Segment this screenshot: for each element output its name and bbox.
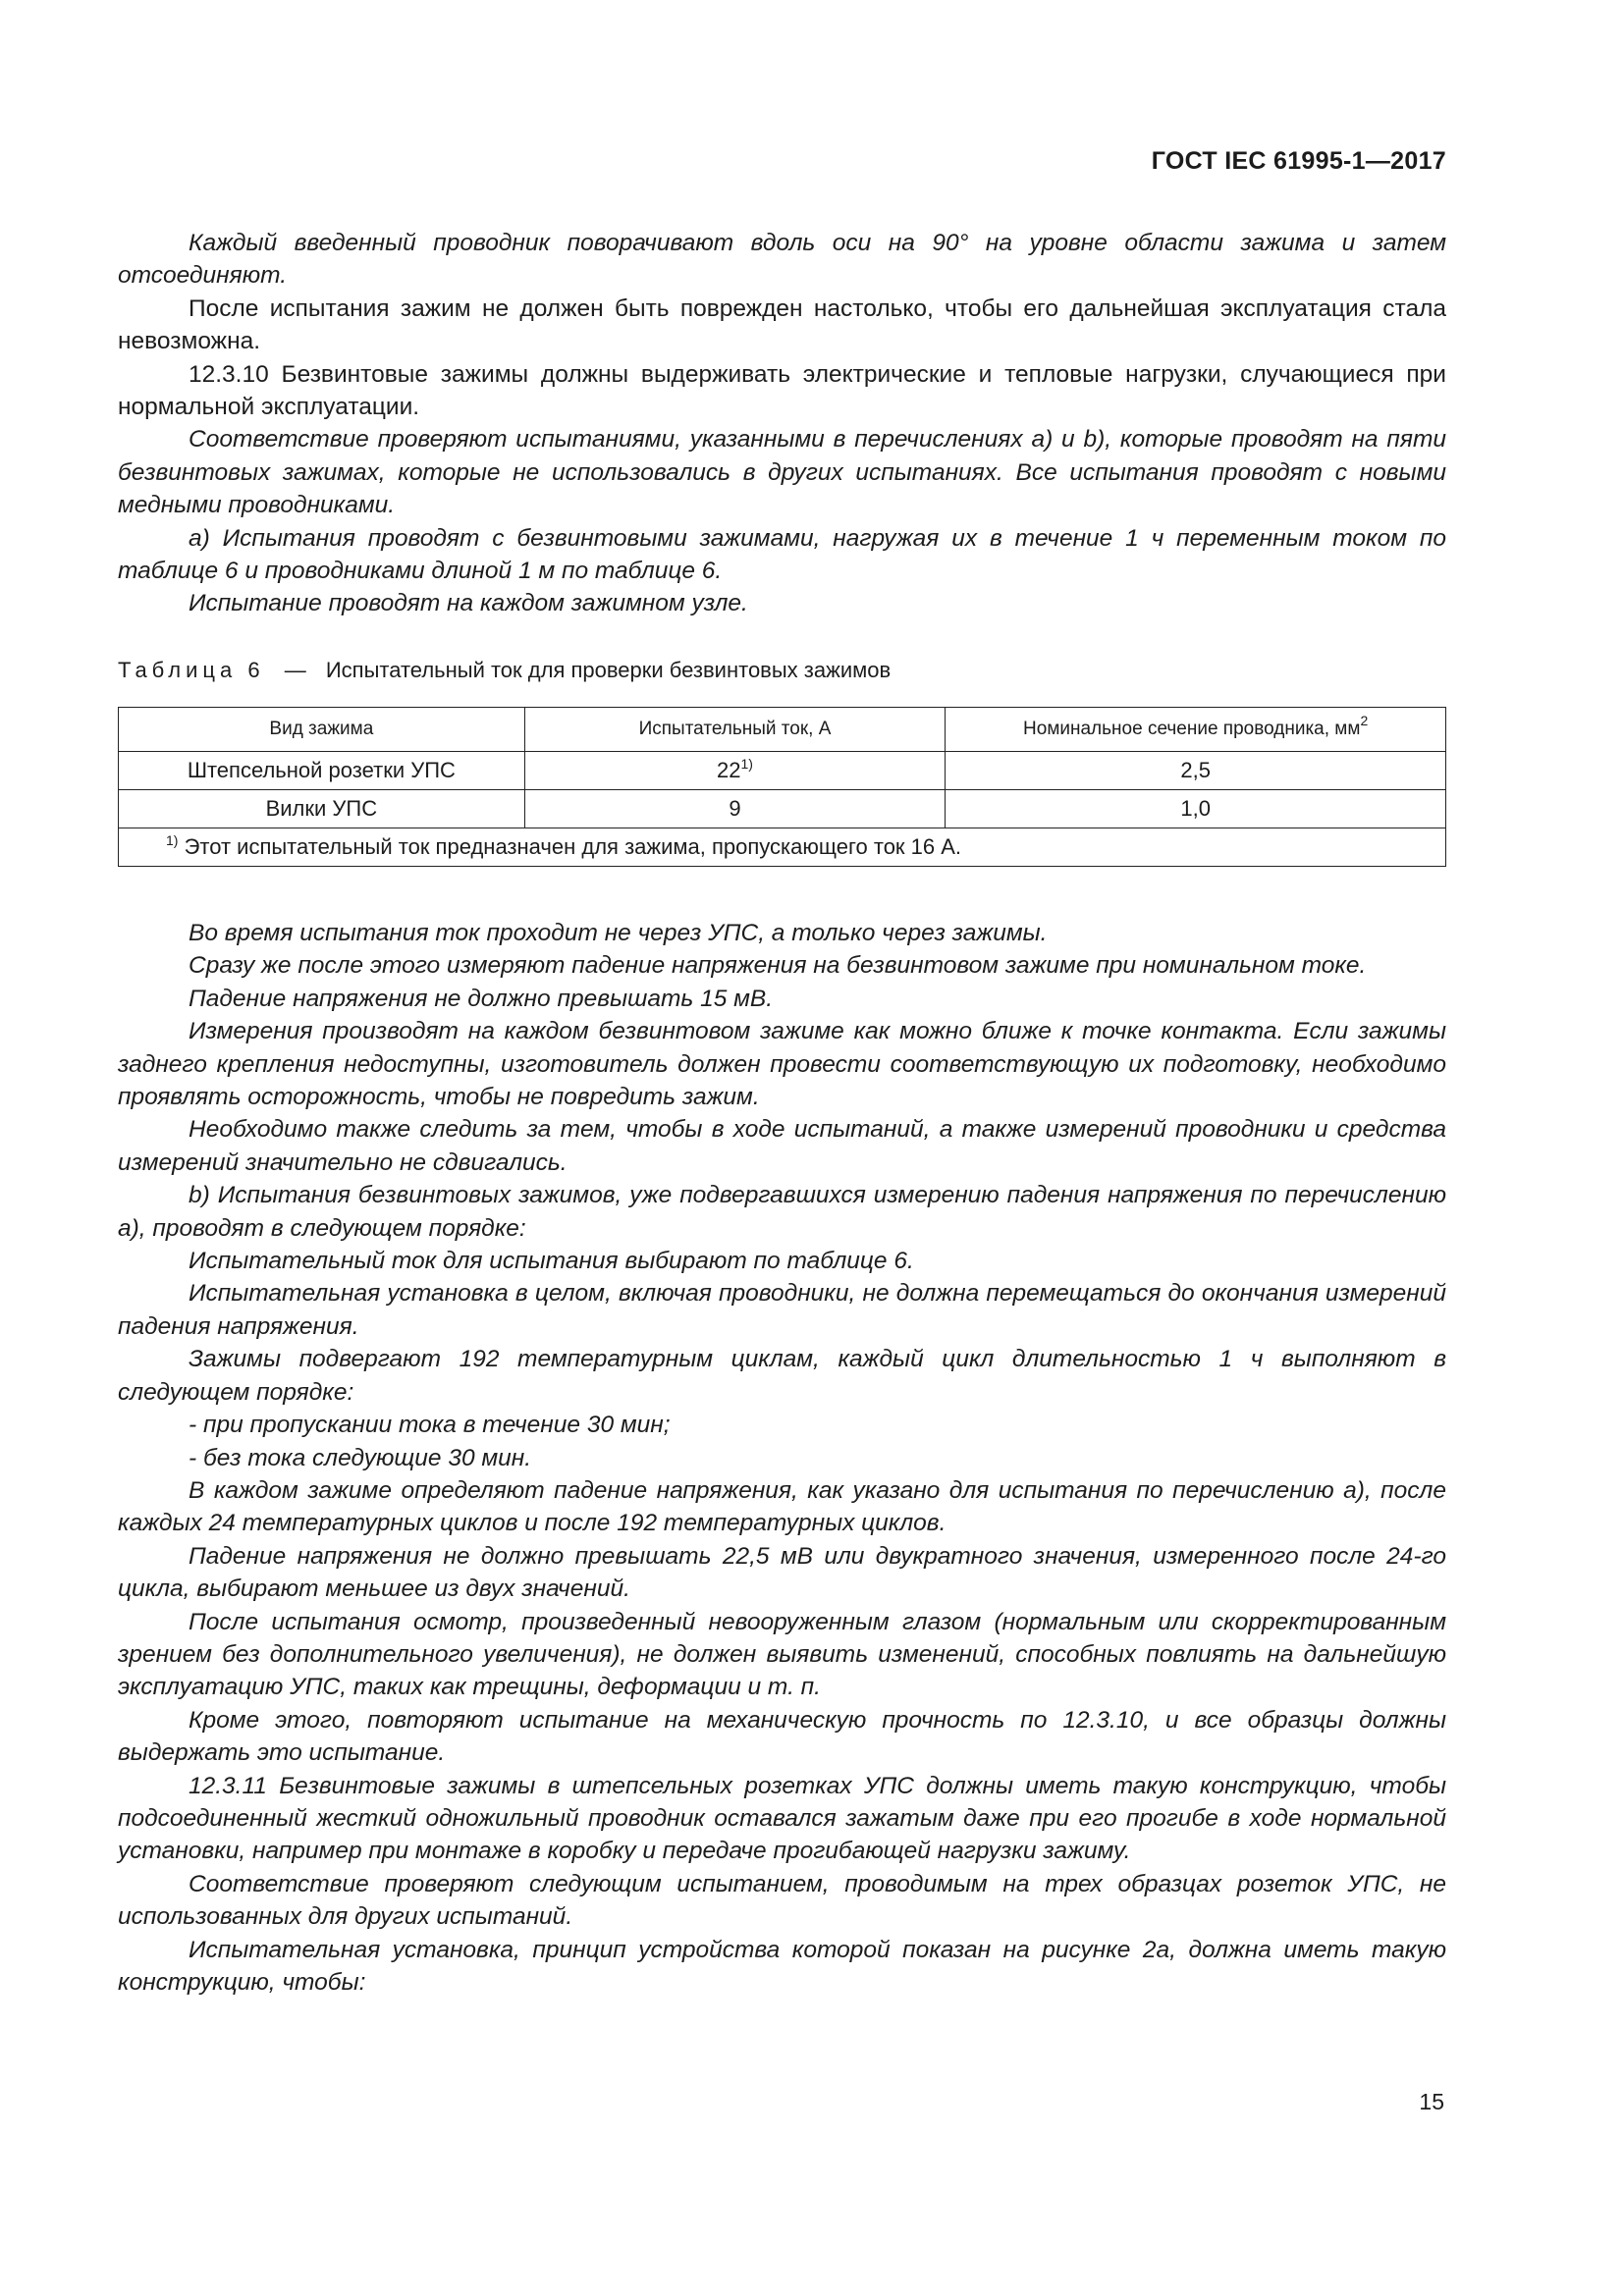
table-caption-text: Испытательный ток для проверки безвинтовых зажимов <box>325 658 892 682</box>
paragraph: В каждом зажиме определяют падение напряжения, как указано для испытания по перечислению а), после каждых 24 температурных циклов и после 192 температурных циклов. <box>118 1476 1446 1537</box>
table-footnote-row <box>119 828 1446 867</box>
paragraph: Соответствие проверяют испытаниями, указанными в перечислениях а) и b), которые проводят на пяти безвинтовых зажимах, которые не использовались в других испытаниях. Все испытания проводят с новыми медными проводниками. <box>118 426 1446 519</box>
paragraph: Соответствие проверяют следующим испытанием, проводимым на трех образцах розеток УПС, не использованных для других испытаний. <box>118 1870 1446 1931</box>
paragraph: Падение напряжения не должно превышать 22,5 мВ или двукратного значения, измеренного после 24-го цикла, выбирают меньшее из двух значений. <box>118 1542 1446 1603</box>
header-cross-section <box>946 708 1446 752</box>
table-caption-dash: — <box>284 658 306 682</box>
cell-current-value: 22 <box>717 758 741 782</box>
paragraph: Зажимы подвергают 192 температурным циклам, каждый цикл длительностью 1 ч выполняют в следующем порядке: <box>118 1346 1446 1406</box>
text-block-after-table <box>118 917 1446 1999</box>
cell-current <box>524 752 946 790</box>
table-row <box>119 790 1446 828</box>
header-cross-section-sup: 2 <box>1360 713 1369 728</box>
paragraph: После испытания осмотр, произведенный невооруженным глазом (нормальным или скорректированным зрением без дополнительного увеличения), не должен выявить изменений, способных повлиять на дальнейшую эксплуатацию УПС, таких как трещины, деформации и т. п. <box>118 1608 1446 1701</box>
table-header-row <box>119 708 1446 752</box>
footnote-mark: 1) <box>166 832 179 848</box>
paragraph: 12.3.11 Безвинтовые зажимы в штепсельных розетках УПС должны иметь такую конструкцию, чтобы подсоединенный жесткий одножильный проводник оставался зажатым даже при его прогибе в ходе нормальной установки, например при монтаже в коробку и передаче прогибающей нагрузки зажиму. <box>118 1772 1446 1865</box>
paragraph: b) Испытания безвинтовых зажимов, уже подвергавшихся измерению падения напряжения по перечислению а), проводят в следующем порядке: <box>118 1182 1446 1242</box>
cell-section: 1,0 <box>946 790 1446 828</box>
header-terminal-type: Вид зажима <box>119 708 525 752</box>
header-test-current: Испытательный ток, А <box>524 708 946 752</box>
paragraph: а) Испытания проводят с безвинтовыми зажимами, нагружая их в течение 1 ч переменным током по таблице 6 и проводниками длиной 1 м по таблице 6. <box>118 524 1446 585</box>
paragraph: Кроме этого, повторяют испытание на механическую прочность по 12.3.10, и все образцы должны выдержать это испытание. <box>118 1706 1446 1767</box>
cell-type: Штепсельной розетки УПС <box>119 752 525 790</box>
cell-section: 2,5 <box>946 752 1446 790</box>
page-number: 15 <box>1419 2089 1444 2114</box>
header-cross-section-text: Номинальное сечение проводника, мм <box>1023 719 1361 739</box>
table-footnote <box>119 828 1446 867</box>
cell-type: Вилки УПС <box>119 790 525 828</box>
test-current-table <box>118 707 1446 867</box>
paragraph: Испытательная установка в целом, включая проводники, не должна перемещаться до окончания измерений падения напряжения. <box>118 1280 1446 1340</box>
paragraph: Испытательный ток для испытания выбирают по таблице 6. <box>189 1248 914 1275</box>
paragraph: Необходимо также следить за тем, чтобы в ходе испытаний, а также измерений проводники и средства измерений значительно не сдвигались. <box>118 1116 1446 1176</box>
paragraph: Испытание проводят на каждом зажимном узле. <box>189 590 748 617</box>
paragraph: Падение напряжения не должно превышать 15 мВ. <box>189 985 774 1012</box>
table-caption-label: Таблица 6 <box>118 658 265 682</box>
paragraph: 12.3.10 Безвинтовые зажимы должны выдерживать электрические и тепловые нагрузки, случающиеся при нормальной эксплуатации. <box>118 360 1446 421</box>
paragraph: Испытательная установка, принцип устройства которой показан на рисунке 2а, должна иметь такую конструкцию, чтобы: <box>118 1936 1446 1996</box>
paragraph: Измерения производят на каждом безвинтовом зажиме как можно ближе к точке контакта. Если зажимы заднего крепления недоступны, изготовитель должен провести соответствующую их подготовку, необходимо проявлять осторожность, чтобы не повредить зажим. <box>118 1018 1446 1111</box>
document-id: ГОСТ IEC 61995-1—2017 <box>1151 147 1446 175</box>
paragraph: - при пропускании тока в течение 30 мин; <box>189 1412 671 1439</box>
paragraph: Каждый введенный проводник поворачивают вдоль оси на 90° на уровне области зажима и затем отсоединяют. <box>118 230 1446 290</box>
text-block-before-table <box>118 227 1446 620</box>
cell-current-footnote-ref: 1) <box>740 756 753 772</box>
cell-current: 9 <box>524 790 946 828</box>
paragraph: Во время испытания ток проходит не через УПС, а только через зажимы. <box>189 920 1048 946</box>
paragraph: После испытания зажим не должен быть поврежден настолько, чтобы его дальнейшая эксплуатация стала невозможна. <box>118 294 1446 355</box>
paragraph: - без тока следующие 30 мин. <box>189 1444 532 1471</box>
paragraph: Сразу же после этого измеряют падение напряжения на безвинтовом зажиме при номинальном токе. <box>189 952 1367 980</box>
table-row <box>119 752 1446 790</box>
footnote-text: Этот испытательный ток предназначен для зажима, пропускающего ток 16 А. <box>184 834 962 859</box>
table-caption <box>118 656 891 685</box>
